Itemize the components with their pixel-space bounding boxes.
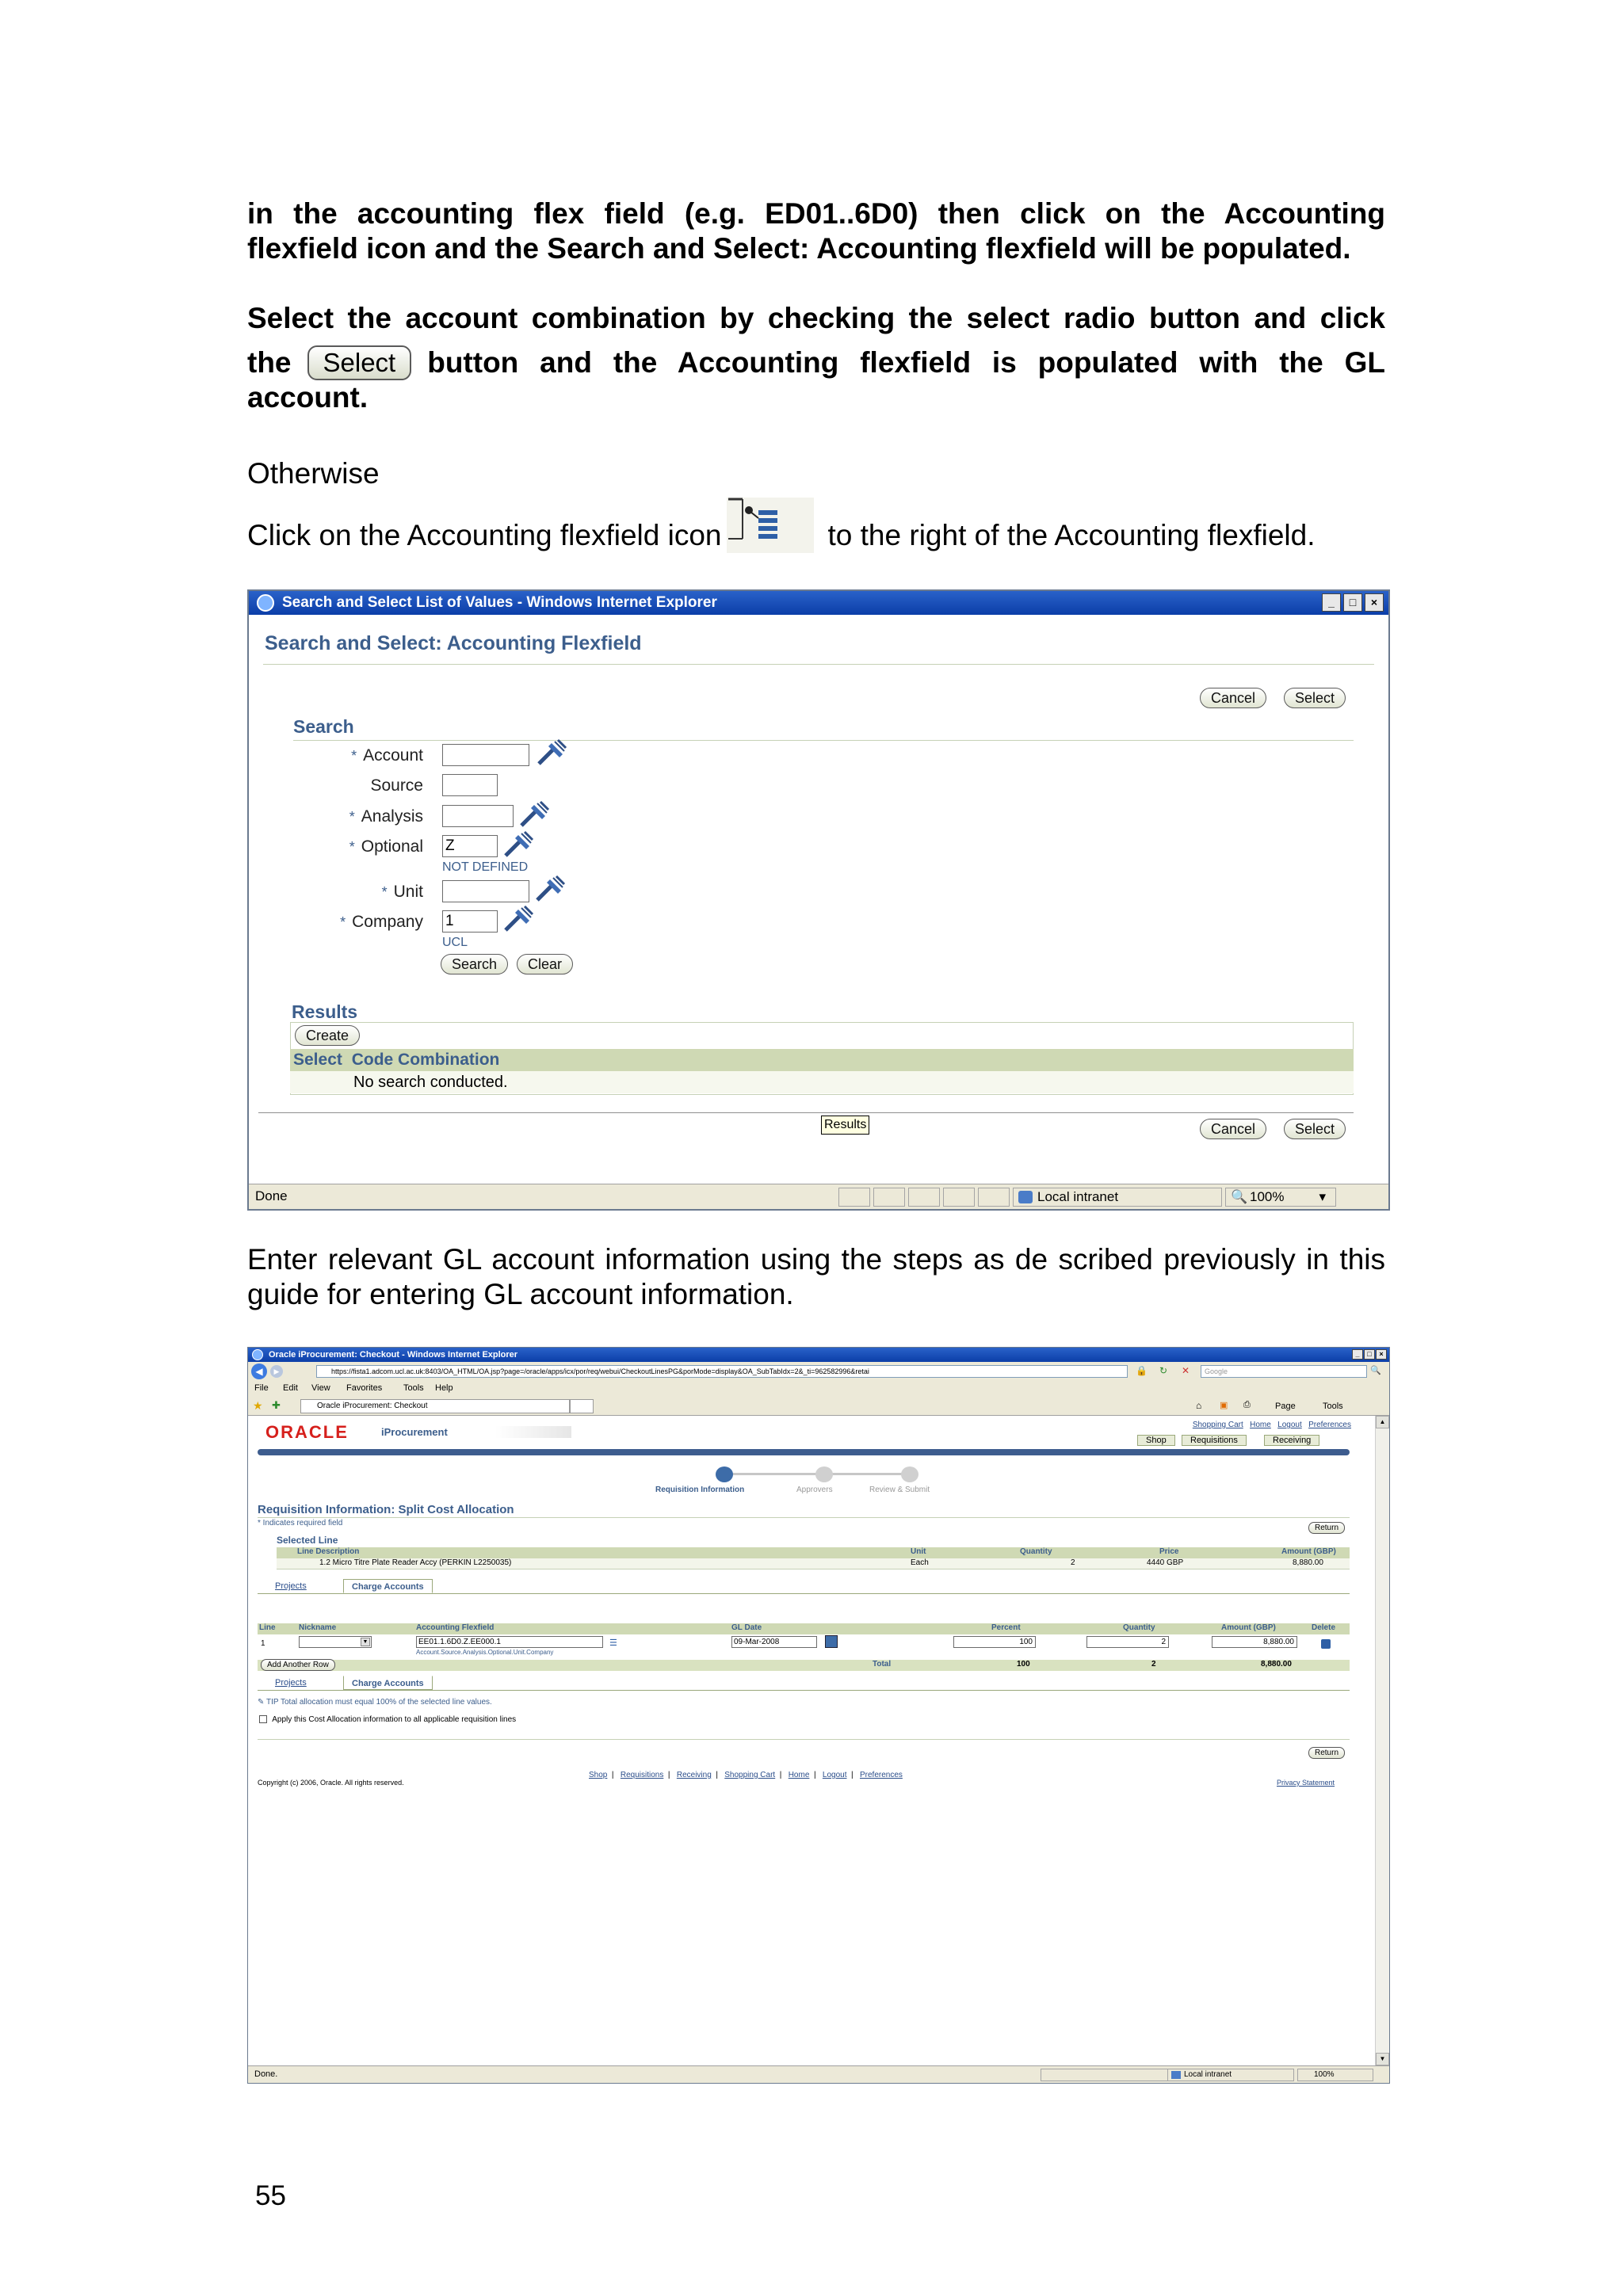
ie-icon	[252, 1349, 263, 1360]
instruction-line: in the accounting flex field (e.g. ED01..6D0) then click on the Accounting	[247, 197, 1385, 230]
global-link-cart[interactable]: Shopping Cart	[1192, 1421, 1243, 1429]
clear-button[interactable]: Clear	[517, 954, 573, 974]
percent-input[interactable]: 100	[953, 1636, 1036, 1648]
privacy-link[interactable]: Privacy Statement	[1277, 1779, 1335, 1787]
col-gl-date: GL Date	[731, 1623, 762, 1632]
total-amount: 8,880.00	[1261, 1660, 1292, 1669]
global-link-logout[interactable]: Logout	[1277, 1421, 1302, 1429]
click-instruction	[247, 490, 1385, 553]
zone-cell	[1167, 2069, 1294, 2081]
status-cell	[978, 1188, 1010, 1207]
print-icon[interactable]: ⎙	[1243, 1400, 1251, 1409]
header-band	[258, 1449, 1350, 1455]
accounting-flexfield-input[interactable]: EE01.1.6D0.Z.EE000.1	[416, 1636, 603, 1648]
add-favorite-icon[interactable]: ✚	[272, 1399, 281, 1411]
tools-menu[interactable]: Tools	[1323, 1402, 1343, 1411]
amount-input[interactable]: 8,880.00	[1212, 1636, 1297, 1648]
close-icon[interactable]: ×	[1365, 593, 1384, 612]
back-icon[interactable]: ◀	[251, 1363, 267, 1379]
subtab-charge-accounts[interactable]: Charge Accounts	[343, 1579, 433, 1593]
global-link-preferences[interactable]: Preferences	[1308, 1421, 1351, 1429]
account-search-icon[interactable]	[536, 738, 567, 767]
line-amount: 8,880.00	[1293, 1558, 1323, 1567]
title-divider	[263, 664, 1374, 665]
address-input[interactable]: https://fista1.adcom.ucl.ac.uk:8403/OA_HTML/OA.jsp?page=/oracle/apps/icx/por/req/webui/CheckoutLinesPG&porMode=display&OA_SubTabIdx=2&_ti=962582996&retai	[316, 1365, 1128, 1378]
window-titlebar	[249, 591, 1388, 615]
close-icon[interactable]: ×	[1376, 1349, 1387, 1360]
source-input[interactable]	[442, 774, 498, 796]
analysis-search-icon[interactable]	[518, 800, 550, 829]
oracle-logo: ORACLE	[265, 1422, 349, 1442]
browser-tab[interactable]: Oracle iProcurement: Checkout	[300, 1399, 570, 1413]
footer-link-home[interactable]: Home	[788, 1771, 810, 1779]
status-text: Done.	[254, 2069, 278, 2079]
window-titlebar	[248, 1348, 1389, 1362]
accounting-flexfield-icon	[727, 498, 814, 553]
favorites-star-icon[interactable]: ★	[253, 1399, 263, 1412]
zone-cell	[1013, 1188, 1222, 1207]
company-search-icon[interactable]	[502, 905, 534, 933]
line-header-row	[277, 1547, 1350, 1558]
status-text: Done	[255, 1188, 288, 1203]
unit-label: * Unit	[381, 883, 423, 901]
zoom-text: 100%	[1250, 1189, 1285, 1204]
col-percent: Percent	[991, 1623, 1021, 1632]
col-delete: Delete	[1312, 1623, 1336, 1632]
col-line: Line	[259, 1623, 276, 1632]
zoom-cell[interactable]	[1225, 1188, 1336, 1207]
product-name: iProcurement	[381, 1426, 571, 1438]
optional-label: * Optional	[349, 837, 423, 856]
status-bar	[249, 1184, 1388, 1209]
source-label: Source	[370, 776, 423, 795]
zoom-text: 100%	[1314, 2070, 1335, 2079]
optional-search-icon[interactable]	[502, 830, 534, 859]
select-button-bottom[interactable]: Select	[1284, 1119, 1346, 1139]
paragraph-line: guide for entering GL account information.	[247, 1278, 794, 1310]
line-description: 1.2 Micro Titre Plate Reader Accy (PERKIN L2250035)	[319, 1558, 512, 1567]
footer-link-preferences[interactable]: Preferences	[859, 1771, 903, 1779]
results-heading: Results	[292, 1001, 358, 1022]
status-cell	[943, 1188, 975, 1207]
quantity-input[interactable]: 2	[1086, 1636, 1169, 1648]
status-cell	[873, 1188, 905, 1207]
train-label-approvers: Approvers	[796, 1486, 833, 1494]
chevron-down-icon: ▼	[361, 1638, 370, 1646]
zoom-icon: 🔍	[1231, 1189, 1248, 1204]
optional-input[interactable]: Z	[442, 835, 498, 857]
global-link-home[interactable]: Home	[1250, 1421, 1271, 1429]
subtab-projects[interactable]: Projects	[275, 1581, 307, 1591]
line-price: 4440 GBP	[1147, 1558, 1184, 1567]
stop-icon[interactable]: ✕	[1182, 1365, 1190, 1376]
address-bar-row	[248, 1362, 1389, 1381]
cancel-button-bottom[interactable]: Cancel	[1200, 1119, 1266, 1139]
paragraph-line: Enter relevant GL account information using the steps as de scribed previously in this	[247, 1243, 1385, 1276]
footer-link-requisitions[interactable]: Requisitions	[620, 1771, 664, 1779]
page-title: Requisition Information: Split Cost Allocation	[258, 1503, 514, 1516]
train-step-review	[901, 1466, 918, 1482]
line-unit: Each	[911, 1558, 929, 1567]
trash-icon[interactable]	[1321, 1639, 1331, 1649]
tip-text: ✎ TIP Total allocation must equal 100% of the selected line values.	[258, 1698, 492, 1707]
selected-line-heading: Selected Line	[277, 1535, 338, 1546]
menu-view[interactable]: View	[311, 1383, 330, 1393]
page-number: 55	[255, 2180, 286, 2211]
results-empty-row: No search conducted.	[290, 1071, 1354, 1093]
instruction-line: Select the account combination by checking the select radio button and click	[247, 302, 1385, 334]
flexfield-hint: Account.Source.Analysis.Optional.Unit.Company	[416, 1649, 554, 1656]
add-another-row-button[interactable]: Add Another Row	[261, 1659, 335, 1671]
optional-hint: NOT DEFINED	[442, 860, 529, 874]
apply-all-checkbox[interactable]	[259, 1715, 267, 1723]
company-hint: UCL	[442, 936, 468, 949]
column-select: Select	[293, 1051, 342, 1069]
col-quantity: Quantity	[1123, 1623, 1155, 1632]
search-icon[interactable]: 🔍	[1370, 1366, 1381, 1375]
otherwise-text: Otherwise	[247, 457, 380, 490]
analysis-input[interactable]	[442, 805, 514, 827]
col-unit: Unit	[911, 1547, 926, 1556]
instruction-line-rest: button and the Accounting flexfield is populated with the GL	[427, 346, 1385, 379]
accounting-flexfield-icon[interactable]: ☰	[609, 1638, 617, 1648]
search-heading: Search	[293, 716, 354, 737]
search-button[interactable]: Search	[441, 954, 508, 974]
maximize-icon[interactable]: □	[1343, 593, 1362, 612]
col-price: Price	[1159, 1547, 1179, 1556]
instruction-paragraph-1	[247, 196, 1385, 266]
company-label: * Company	[340, 913, 423, 931]
analysis-label: * Analysis	[349, 807, 423, 826]
click-instruction-before: Click on the Accounting flexfield icon	[247, 519, 722, 551]
unit-search-icon[interactable]	[534, 875, 566, 903]
train-step-approvers	[815, 1466, 833, 1482]
footer-link-cart[interactable]: Shopping Cart	[724, 1771, 776, 1779]
gl-date-input[interactable]: 09-Mar-2008	[731, 1636, 817, 1648]
train-label-review: Review & Submit	[869, 1486, 930, 1494]
col-accounting-flexfield: Accounting Flexfield	[416, 1623, 495, 1632]
apply-all-label: Apply this Cost Allocation information to all applicable requisition lines	[272, 1715, 517, 1724]
column-code-combination: Code Combination	[351, 1051, 500, 1069]
calendar-icon[interactable]	[825, 1635, 838, 1648]
window-controls	[1322, 593, 1384, 612]
home-icon[interactable]: ⌂	[1196, 1400, 1202, 1411]
status-cell	[908, 1188, 940, 1207]
tab-shop[interactable]: Shop	[1137, 1435, 1175, 1446]
instruction-line: flexfield icon and the Search and Select: Accounting flexfield will be populated.	[247, 232, 1351, 265]
enter-gl-paragraph	[247, 1242, 1385, 1312]
footer-links: Shop | Requisitions | Receiving | Shopping Cart | Home | Logout | Preferences	[589, 1771, 903, 1779]
status-bar	[248, 2065, 1389, 2083]
intranet-icon	[1171, 2071, 1181, 2079]
results-tooltip: Results	[821, 1116, 869, 1135]
window-controls	[1352, 1349, 1387, 1360]
footer-link-logout[interactable]: Logout	[822, 1771, 847, 1779]
menu-edit[interactable]: Edit	[283, 1383, 298, 1393]
global-links	[1193, 1421, 1351, 1429]
window-title: Search and Select List of Values - Windows Internet Explorer	[282, 594, 717, 611]
results-header-row	[290, 1049, 1354, 1071]
menu-tools[interactable]: Tools	[403, 1383, 424, 1393]
apply-all-row	[259, 1715, 516, 1724]
checkout-window	[247, 1347, 1390, 2084]
search-divider	[293, 740, 1354, 741]
ie-icon	[257, 594, 274, 612]
page-title: Search and Select: Accounting Flexfield	[265, 632, 642, 654]
cancel-button-top[interactable]: Cancel	[1200, 688, 1266, 708]
maximize-icon[interactable]: □	[1364, 1349, 1375, 1360]
zone-text: Local intranet	[1037, 1189, 1119, 1204]
col-amount: Amount (GBP)	[1281, 1547, 1336, 1556]
account-input[interactable]	[442, 744, 529, 766]
nickname-select[interactable]	[299, 1636, 372, 1648]
train-step-current	[716, 1466, 733, 1482]
menu-favorites[interactable]: Favorites	[346, 1383, 383, 1393]
new-tab[interactable]	[570, 1399, 594, 1413]
tip-icon: ✎	[258, 1698, 265, 1707]
line-row	[277, 1558, 1350, 1569]
required-note: * Indicates required field	[258, 1519, 343, 1527]
subtab-charge-accounts-bottom[interactable]: Charge Accounts	[343, 1676, 433, 1690]
unit-input[interactable]	[442, 880, 529, 902]
total-row	[258, 1660, 1350, 1671]
total-quantity: 2	[1151, 1660, 1156, 1669]
minimize-icon[interactable]: _	[1352, 1349, 1363, 1360]
instruction-line-with-button	[247, 345, 1385, 380]
zoom-cell[interactable]	[1297, 2069, 1373, 2081]
footer-link-receiving[interactable]: Receiving	[676, 1771, 712, 1779]
menu-file[interactable]: File	[254, 1383, 269, 1393]
footer-link-shop[interactable]: Shop	[589, 1771, 608, 1779]
total-percent: 100	[1017, 1660, 1030, 1669]
click-instruction-after: to the right of the Accounting flexfield.	[827, 519, 1316, 551]
company-input[interactable]: 1	[442, 910, 498, 933]
title-divider	[258, 1517, 1350, 1518]
search-select-window	[247, 589, 1390, 1211]
forward-icon[interactable]: ▶	[270, 1365, 283, 1378]
col-amount: Amount (GBP)	[1221, 1623, 1276, 1632]
tab-toolbar	[248, 1397, 1389, 1416]
footer-divider	[258, 1739, 1350, 1740]
menu-bar	[248, 1381, 1389, 1397]
return-button-top[interactable]: Return	[1308, 1522, 1345, 1534]
instruction-paragraph-2	[247, 301, 1385, 415]
word-the: the	[247, 346, 292, 379]
tab-requisitions[interactable]: Requisitions	[1182, 1435, 1247, 1446]
alloc-line-number: 1	[261, 1639, 265, 1648]
line-quantity: 2	[1071, 1558, 1075, 1567]
bottom-divider	[258, 1112, 1354, 1113]
col-quantity: Quantity	[1020, 1547, 1052, 1556]
tab-receiving[interactable]: Receiving	[1264, 1435, 1319, 1446]
minimize-icon[interactable]: _	[1322, 593, 1341, 612]
col-nickname: Nickname	[299, 1623, 337, 1632]
train-label-current: Requisition Information	[655, 1486, 745, 1494]
scroll-down-icon[interactable]: ▼	[1376, 2053, 1389, 2065]
return-button-bottom[interactable]: Return	[1308, 1747, 1345, 1759]
feeds-icon[interactable]: ▣	[1220, 1401, 1228, 1410]
vertical-scrollbar[interactable]	[1375, 1416, 1389, 2065]
scroll-up-icon[interactable]: ▲	[1376, 1416, 1389, 1428]
intranet-icon	[1018, 1191, 1033, 1203]
search-select-content	[249, 615, 1388, 1184]
total-label: Total	[873, 1660, 892, 1669]
status-cell	[838, 1188, 870, 1207]
account-label: * Account	[351, 746, 423, 765]
menu-help[interactable]: Help	[435, 1383, 453, 1393]
select-button-top[interactable]: Select	[1284, 688, 1346, 708]
web-search-input[interactable]: Google	[1201, 1365, 1367, 1378]
window-title: Oracle iProcurement: Checkout - Windows Internet Explorer	[269, 1350, 518, 1360]
lock-icon: 🔒	[1136, 1365, 1148, 1376]
page-menu[interactable]: Page	[1275, 1402, 1296, 1411]
create-button[interactable]: Create	[295, 1025, 360, 1046]
select-button-illustration: Select	[307, 345, 412, 380]
chevron-down-icon: ▾	[1319, 1189, 1326, 1204]
instruction-line: account.	[247, 381, 369, 414]
subtab-projects-bottom[interactable]: Projects	[275, 1678, 307, 1688]
page-content	[248, 1416, 1375, 2065]
zone-text: Local intranet	[1184, 2070, 1232, 2079]
copyright: Copyright (c) 2006, Oracle. All rights reserved.	[258, 1779, 404, 1787]
refresh-icon[interactable]: ↻	[1159, 1365, 1168, 1376]
col-line-description: Line Description	[297, 1547, 360, 1556]
